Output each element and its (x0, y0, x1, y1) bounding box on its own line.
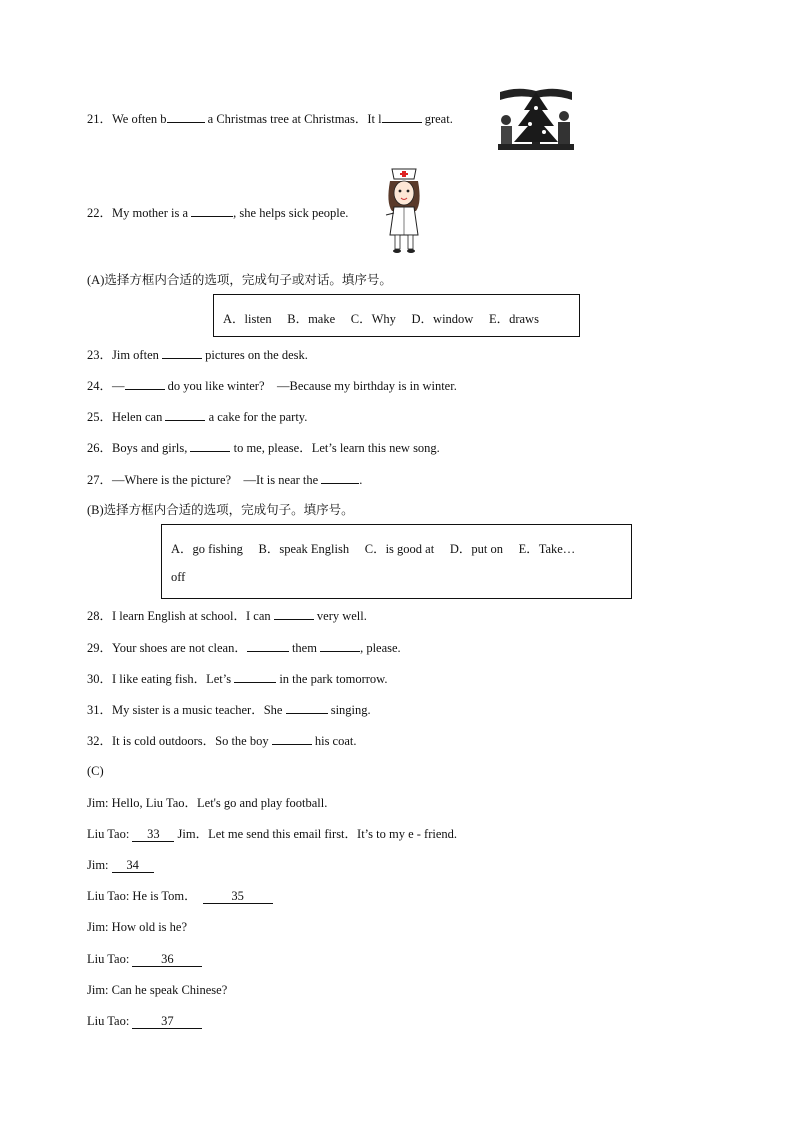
q29-text-end: , please. (360, 641, 401, 655)
blank-37[interactable]: 37 (132, 1014, 202, 1029)
dialogue-line-3 (87, 857, 154, 873)
q30-text-start: 30．I like eating fish．Let’s (87, 672, 235, 686)
q30-blank[interactable] (234, 670, 276, 683)
q29-blank-2[interactable] (320, 639, 360, 652)
section-b-options-line-2: off (171, 570, 186, 584)
blank-33[interactable]: 33 (132, 827, 174, 842)
q32-text-end: his coat. (311, 734, 357, 748)
dialogue-line-7 (87, 982, 227, 998)
q25-blank[interactable] (165, 408, 205, 421)
q31-text-start: 31．My sister is a music teacher．She (87, 703, 286, 717)
q29-text-middle: them (288, 641, 321, 655)
question-26 (87, 439, 440, 456)
blank-36[interactable]: 36 (132, 952, 202, 967)
dialogue-line-2 (87, 826, 457, 842)
question-21 (87, 110, 453, 127)
question-28 (87, 607, 367, 624)
q31-text-end: singing. (327, 703, 371, 717)
question-22 (87, 204, 348, 221)
q21-blank-2[interactable] (382, 110, 422, 123)
q24-blank[interactable] (125, 377, 165, 390)
q30-text-end: in the park tomorrow. (276, 672, 388, 686)
speaker-label: Jim: (87, 983, 112, 997)
speaker-label: Jim: (87, 796, 112, 810)
q25-text-end: a cake for the party. (205, 410, 308, 424)
section-b-title: (B)选择方框内合适的选项，完成句子。填序号。 (87, 503, 354, 517)
dialogue-text: Hello, Liu Tao．Let's go and play football. (111, 796, 328, 810)
q28-text-end: very well. (313, 609, 367, 623)
q21-text-start: 21．We often b (87, 112, 167, 126)
dialogue-line-1 (87, 795, 327, 811)
question-29 (87, 639, 401, 656)
q29-text-start: 29．Your shoes are not clean． (87, 641, 247, 655)
q24-text-end: do you like winter? —Because my birthday is in winter. (164, 379, 457, 393)
q23-text-end: pictures on the desk. (202, 348, 308, 362)
q28-blank[interactable] (274, 607, 314, 620)
section-a-title: (A)选择方框内合适的选项，完成句子或对话。填序号。 (87, 273, 392, 287)
speaker-label: Jim: (87, 920, 112, 934)
q29-blank-1[interactable] (247, 639, 289, 652)
dialogue-line-8 (87, 1013, 202, 1029)
section-a-options-box (213, 294, 580, 337)
dialogue-text: How old is he? (111, 920, 188, 934)
q23-text-start: 23．Jim often (87, 348, 162, 362)
dialogue-line-6 (87, 951, 202, 967)
q32-text-start: 32．It is cold outdoors．So the boy (87, 734, 272, 748)
q26-blank[interactable] (190, 439, 230, 452)
question-23 (87, 346, 308, 363)
q21-blank-1[interactable] (167, 110, 205, 123)
q23-blank[interactable] (162, 346, 202, 359)
section-b-options-line-1: A．go fishing B．speak English C．is good at D．put on E．Take… (171, 542, 576, 556)
speaker-label: Liu Tao: (87, 1014, 133, 1028)
q24-text-start: 24．— (87, 379, 125, 393)
q27-text-start: 27．—Where is the picture? —It is near the (87, 473, 322, 487)
question-32 (87, 732, 357, 749)
question-25 (87, 408, 307, 425)
section-c-title: (C) (87, 764, 104, 778)
dialogue-line-5 (87, 919, 187, 935)
q21-text-end: great. (421, 112, 453, 126)
section-a-options: A．listen B．make C．Why D．window E．draws (223, 312, 539, 326)
q26-text-end: to me, please．Let’s learn this new song. (230, 441, 440, 455)
question-30 (87, 670, 388, 687)
christmas-tree-illustration (498, 86, 574, 150)
q22-text-start: 22．My mother is a (87, 206, 192, 220)
q21-text-middle: a Christmas tree at Christmas．It l (204, 112, 382, 126)
blank-35[interactable]: 35 (203, 889, 273, 904)
question-24 (87, 377, 457, 394)
q27-blank[interactable] (321, 471, 359, 484)
dialogue-text: Jim．Let me send this email first．It’s to my e - friend. (174, 827, 458, 841)
q26-text-start: 26．Boys and girls, (87, 441, 191, 455)
speaker-label: Liu Tao: (87, 952, 133, 966)
speaker-label: Liu Tao: He is Tom． (87, 889, 197, 903)
speaker-label: Liu Tao: (87, 827, 133, 841)
q22-blank[interactable] (191, 204, 233, 217)
section-b-options-box (161, 524, 632, 599)
speaker-label: Jim: (87, 858, 112, 872)
blank-34[interactable]: 34 (112, 858, 154, 873)
q25-text-start: 25．Helen can (87, 410, 166, 424)
question-27 (87, 471, 362, 488)
q32-blank[interactable] (272, 732, 312, 745)
q22-text-end: , she helps sick people. (233, 206, 349, 220)
dialogue-line-4 (87, 888, 273, 904)
dialogue-text: Can he speak Chinese? (111, 983, 228, 997)
nurse-illustration (380, 163, 428, 255)
question-31 (87, 701, 371, 718)
q31-blank[interactable] (286, 701, 328, 714)
q27-text-end: . (359, 473, 363, 487)
q28-text-start: 28．I learn English at school．I can (87, 609, 274, 623)
